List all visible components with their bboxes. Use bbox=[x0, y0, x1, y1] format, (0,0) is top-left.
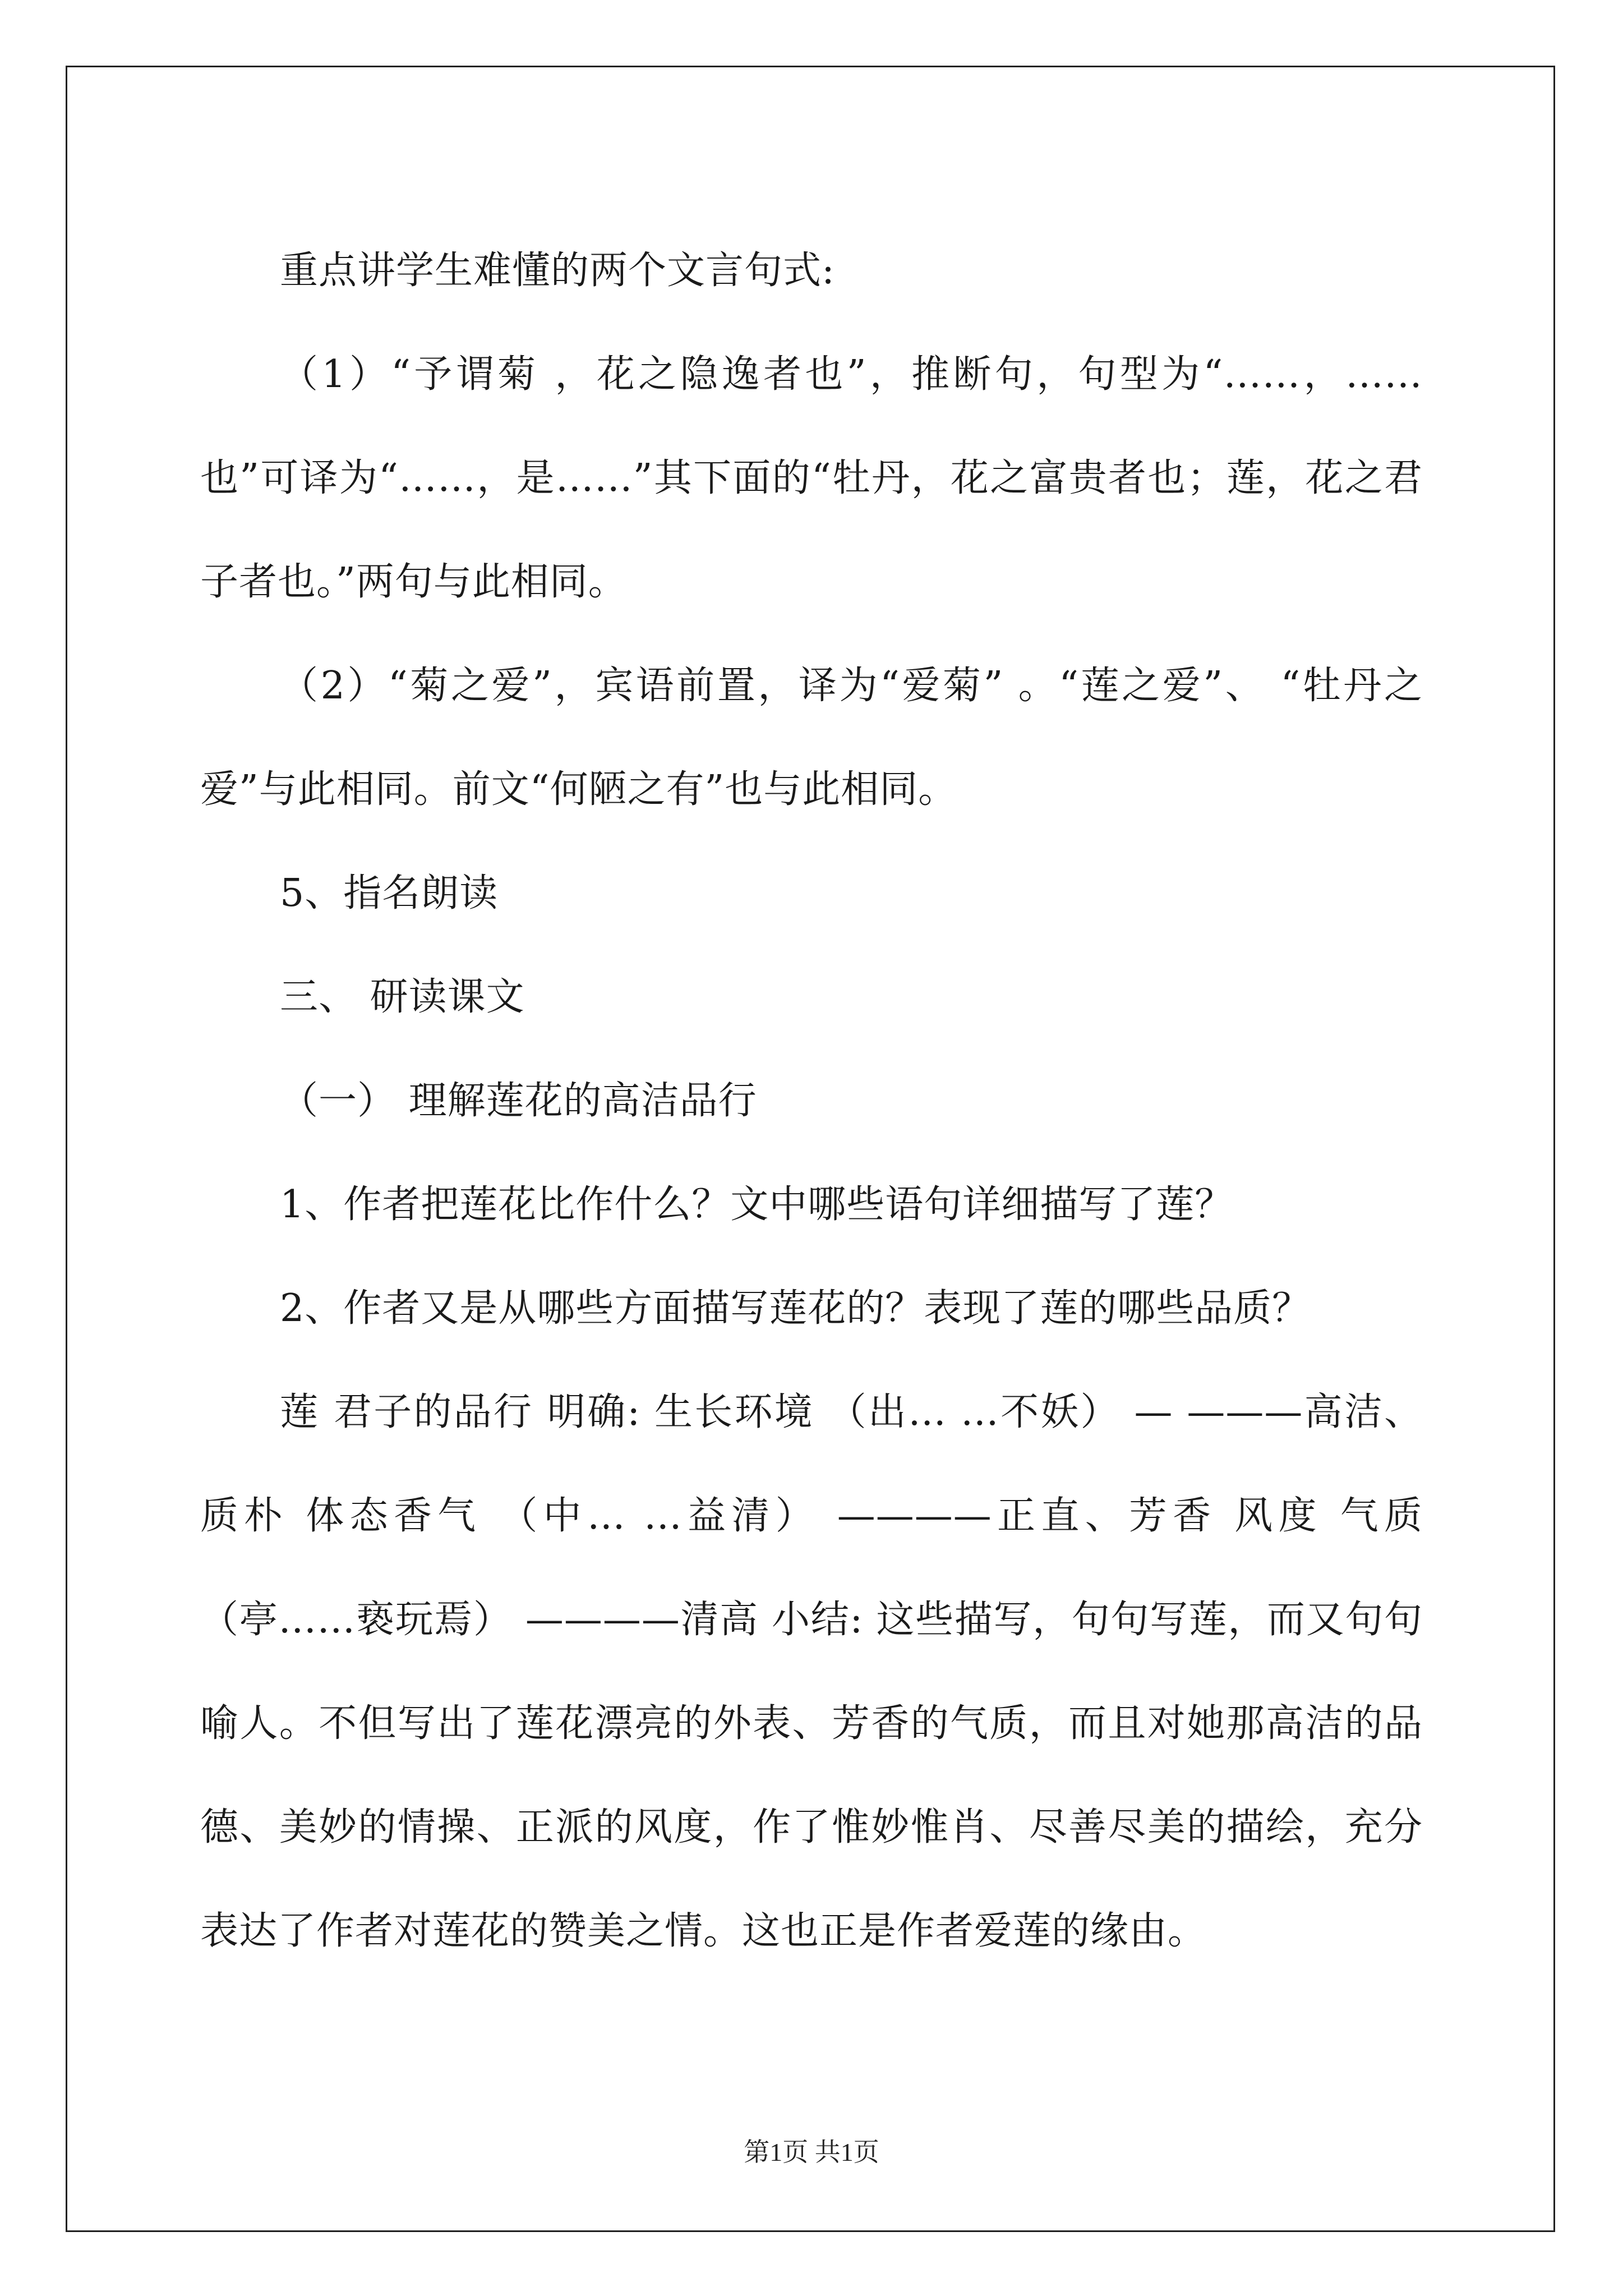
paragraph-6: （一） 理解莲花的高洁品行 bbox=[280, 1079, 757, 1123]
page-footer: 第1页 共1页 bbox=[744, 2138, 879, 2166]
paragraph-1: 重点讲学生难懂的两个文言句式: bbox=[280, 249, 835, 293]
document-body bbox=[200, 219, 1423, 1983]
paragraph-7: 1、作者把莲花比作什么？文中哪些语句详细描写了莲？ bbox=[280, 1182, 1234, 1227]
paragraph-5: 三、 研读课文 bbox=[280, 975, 525, 1019]
paragraph-4: 5、指名朗读 bbox=[280, 871, 499, 915]
paragraph-9: 莲 君子的品行 明确: 生长环境 （出… …不妖） — ———高洁、质朴 体态香气 （中… …益清） ————正直、芳香 风度 气质 （亭……亵玩焉） ————清高 小结: 这些描写，句句写莲，而又句句喻人。不但写出了莲花漂亮的外表、芳香的气质，而且对她那高洁的品德、美妙的情操、正派的风度，作了惟妙惟肖、尽善尽美的描绘，充分表达了作者对莲花的赞美之情。这也正是作者爱莲的缘由。 bbox=[200, 1390, 1423, 1953]
paragraph-3: （2）“菊之爱”，宾语前置，译为“爱菊” 。“莲之爱”、 “牡丹之爱”与此相同。前文“何陋之有”也与此相同。 bbox=[200, 664, 1423, 812]
paragraph-8: 2、作者又是从哪些方面描写莲花的？表现了莲的哪些品质？ bbox=[280, 1286, 1311, 1331]
paragraph-2: （1）“予谓菊 ，花之隐逸者也”，推断句，句型为“……，……也”可译为“……，是……”其下面的“牡丹，花之富贵者也；莲，花之君子者也。”两句与此相同。 bbox=[200, 352, 1423, 604]
